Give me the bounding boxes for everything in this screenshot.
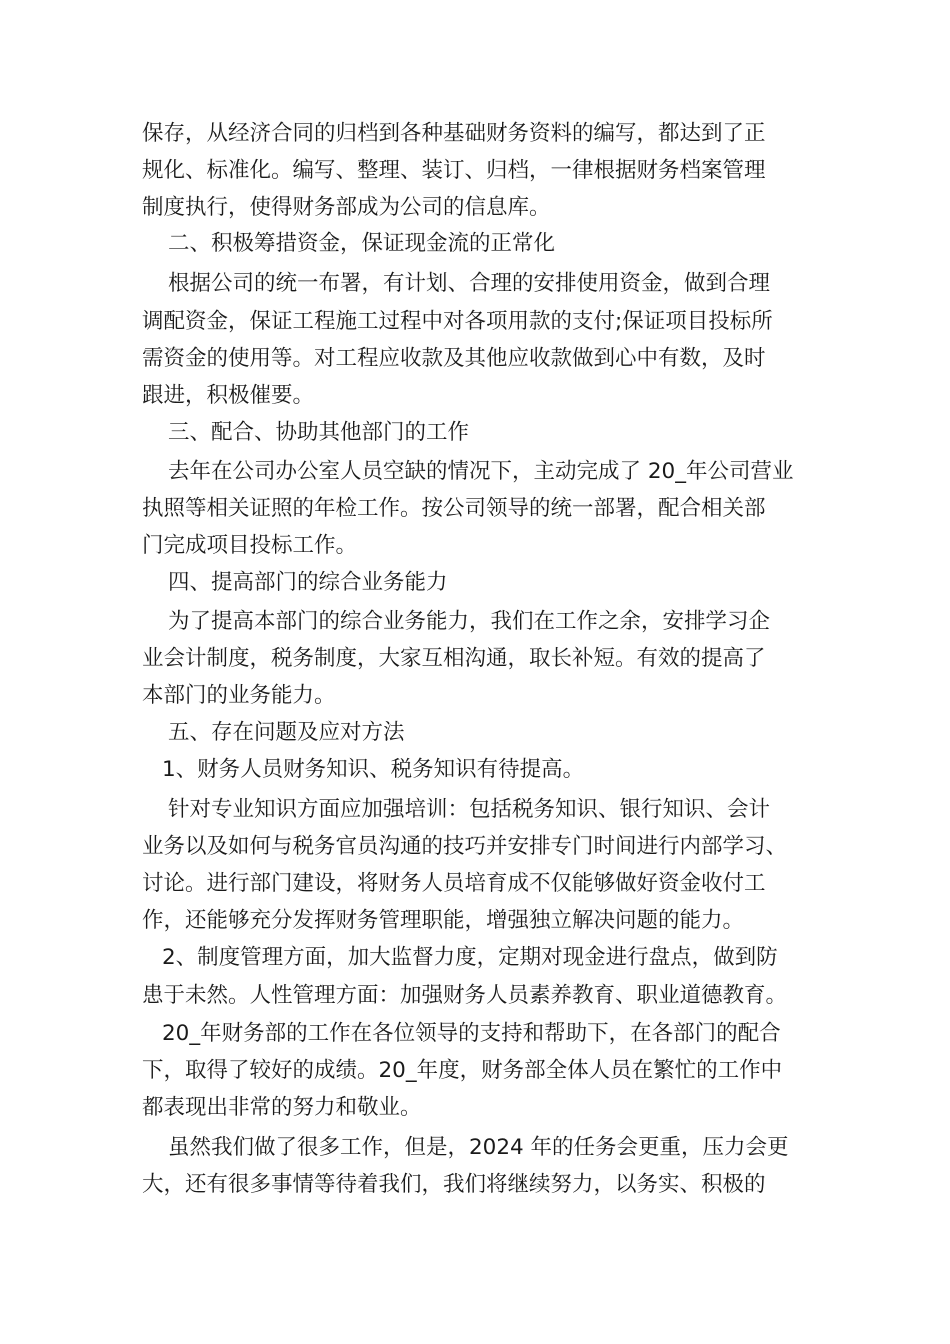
paragraph-line: 制度执行，使得财务部成为公司的信息库。 (142, 195, 551, 220)
paragraph-line: 下，取得了较好的成绩。20_年度，财务部全体人员在繁忙的工作中 (142, 1058, 783, 1083)
list-item: 2、制度管理方面，加大监督力度，定期对现金进行盘点，做到防 (162, 945, 778, 970)
list-item: 1、财务人员财务知识、税务知识有待提高。 (162, 757, 585, 782)
paragraph-line: 业务以及如何与税务官员沟通的技巧并安排专门时间进行内部学习、 (142, 834, 788, 859)
paragraph-line: 门完成项目投标工作。 (142, 533, 358, 558)
paragraph-line: 20_年财务部的工作在各位领导的支持和帮助下，在各部门的配合 (162, 1021, 781, 1046)
paragraph-line: 虽然我们做了很多工作，但是，2024 年的任务会更重，压力会更 (168, 1135, 789, 1160)
paragraph-line: 执照等相关证照的年检工作。按公司领导的统一部署，配合相关部 (142, 496, 766, 521)
paragraph-line: 本部门的业务能力。 (142, 683, 336, 708)
section-heading: 五、存在问题及应对方法 (168, 720, 405, 745)
section-heading: 二、积极筹措资金，保证现金流的正常化 (168, 231, 556, 256)
paragraph-line: 业会计制度，税务制度，大家互相沟通，取长补短。有效的提高了 (142, 646, 766, 671)
paragraph-line: 需资金的使用等。对工程应收款及其他应收款做到心中有数，及时 (142, 346, 766, 371)
paragraph-line: 为了提高本部门的综合业务能力，我们在工作之余，安排学习企 (168, 609, 771, 634)
paragraph-line: 调配资金，保证工程施工过程中对各项用款的支付;保证项目投标所 (142, 309, 773, 334)
paragraph-line: 大，还有很多事情等待着我们，我们将继续努力，以务实、积极的 (142, 1172, 766, 1197)
section-heading: 四、提高部门的综合业务能力 (168, 570, 448, 595)
paragraph-line: 保存，从经济合同的归档到各种基础财务资料的编写，都达到了正 (142, 121, 766, 146)
section-heading: 三、配合、协助其他部门的工作 (168, 420, 470, 445)
paragraph-line: 去年在公司办公室人员空缺的情况下，主动完成了 20_年公司营业 (168, 459, 794, 484)
paragraph-line: 规化、标准化。编写、整理、装订、归档，一律根据财务档案管理 (142, 158, 766, 183)
paragraph-line: 针对专业知识方面应加强培训：包括税务知识、银行知识、会计 (168, 797, 771, 822)
paragraph-line: 都表现出非常的努力和敬业。 (142, 1095, 422, 1120)
paragraph-line: 讨论。进行部门建设，将财务人员培育成不仅能够做好资金收付工 (142, 871, 766, 896)
paragraph-line: 根据公司的统一布署，有计划、合理的安排使用资金，做到合理 (168, 271, 771, 296)
paragraph-line: 患于未然。人性管理方面：加强财务人员素养教育、职业道德教育。 (142, 983, 788, 1008)
paragraph-line: 跟进，积极催要。 (142, 383, 315, 408)
paragraph-line: 作，还能够充分发挥财务管理职能，增强独立解决问题的能力。 (142, 908, 745, 933)
